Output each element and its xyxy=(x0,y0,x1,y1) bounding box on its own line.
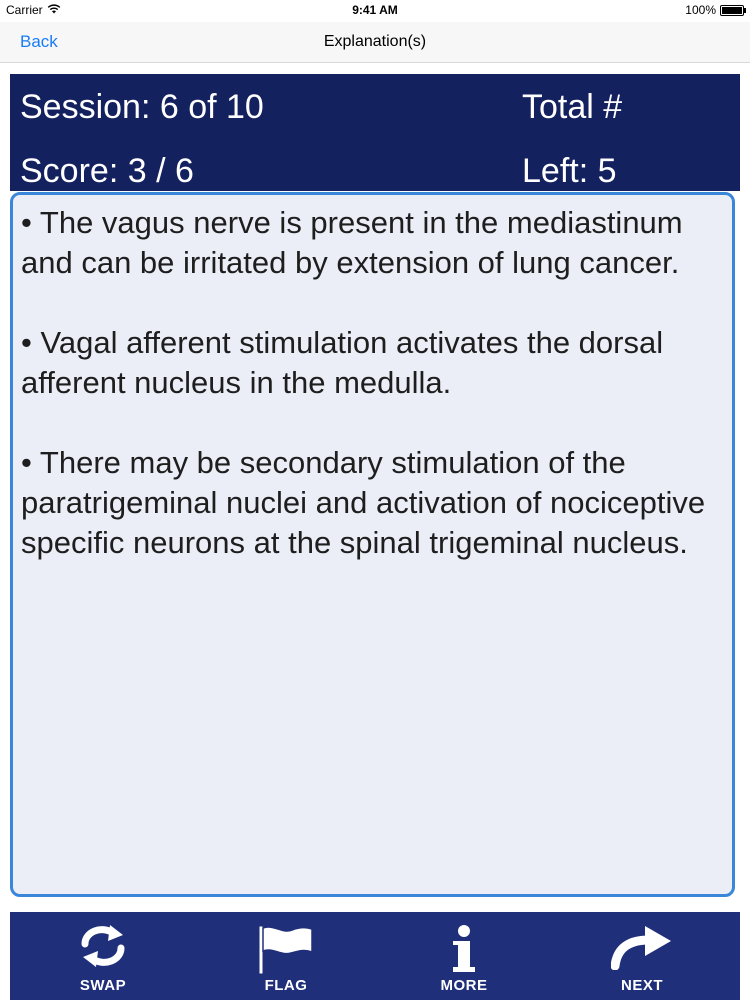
more-button[interactable] xyxy=(399,912,529,1000)
flag-label: FLAG xyxy=(264,977,308,994)
explanation-panel[interactable] xyxy=(10,192,735,897)
page-title: Explanation(s) xyxy=(323,33,427,50)
remaining-count: Left: 5 xyxy=(522,152,617,190)
carrier-label: Carrier xyxy=(6,3,43,17)
battery-percent: 100% xyxy=(685,3,716,17)
battery-icon xyxy=(720,5,744,16)
status-time: 9:41 AM xyxy=(352,3,398,17)
next-label: NEXT xyxy=(620,977,663,994)
explanation-paragraph: • There may be secondary stimulation of the paratrigeminal nuclei and activation of nociceptive specific neurons at the spinal trigeminal nucleus. xyxy=(21,445,706,560)
session-header xyxy=(10,74,740,191)
flag-icon xyxy=(256,924,316,981)
explanation-paragraph: • Vagal afferent stimulation activates the dorsal afferent nucleus in the medulla. xyxy=(21,325,664,400)
info-icon xyxy=(448,924,480,979)
explanation-paragraph: • The vagus nerve is present in the mediastinum and can be irritated by extension of lung cancer. xyxy=(21,205,683,280)
bottom-toolbar xyxy=(10,912,740,1000)
more-label: MORE xyxy=(440,977,488,994)
swap-icon xyxy=(77,924,129,973)
swap-button[interactable] xyxy=(38,912,168,1000)
next-button[interactable] xyxy=(577,912,707,1000)
next-arrow-icon xyxy=(611,924,673,975)
status-bar xyxy=(0,0,750,22)
swap-label: SWAP xyxy=(79,977,127,994)
back-button[interactable]: Back xyxy=(20,32,58,51)
battery-indicator xyxy=(685,3,744,17)
score-value: Score: 3 / 6 xyxy=(20,152,194,190)
navigation-bar xyxy=(0,22,750,63)
flag-button[interactable] xyxy=(221,912,351,1000)
total-label: Total # xyxy=(522,88,623,126)
session-progress: Session: 6 of 10 xyxy=(20,88,264,126)
